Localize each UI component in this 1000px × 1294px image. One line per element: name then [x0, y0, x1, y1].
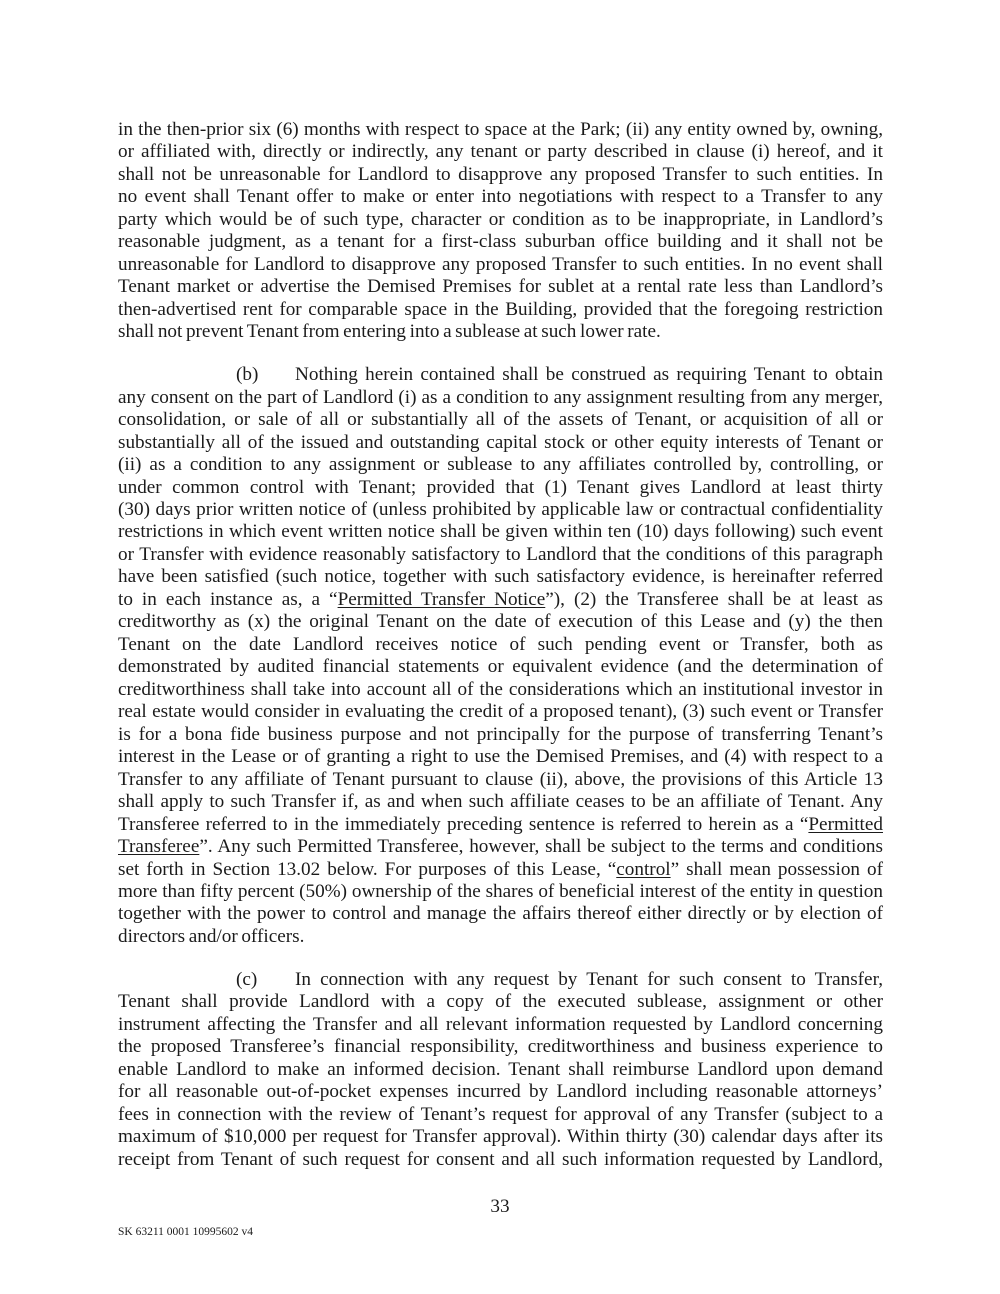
line-text: set forth in Section 13.02 below. For purposes of this Lease, “	[118, 858, 617, 880]
line-text: in the then-prior six (6) months with respect to space at the Park; (ii) any entity owned by, owning,	[118, 119, 883, 140]
document-id-footer: SK 63211 0001 10995602 v4	[118, 1226, 254, 1238]
text-line	[118, 186, 883, 208]
line-text: receipt from Tenant of such request for consent and all such information requested by Landlord,	[118, 1148, 883, 1170]
line-text: Tenant shall provide Landlord with a copy of the executed sublease, assignment or other	[118, 991, 883, 1013]
line-text: Tenant on the date Landlord receives notice of such pending event or Transfer, both as	[118, 633, 883, 655]
text-line	[118, 432, 883, 454]
line-text: interest in the Lease or of granting a right to use the Demised Premises, and (4) with respect to a	[118, 746, 883, 768]
document-body	[118, 119, 883, 1171]
line-text: no event shall Tenant offer to make or enter into negotiations with respect to a Transfer to any	[118, 186, 883, 208]
text-line	[118, 209, 883, 231]
text-line	[118, 1081, 883, 1103]
line-text: maximum of $10,000 per request for Transfer approval). Within thirty (30) calendar days after its	[118, 1126, 883, 1148]
line-text: Transferee referred to in the immediately preceding sentence is referred to herein as a “	[118, 813, 809, 835]
text-line	[118, 1126, 883, 1148]
text-line	[118, 164, 883, 186]
text-line	[118, 387, 883, 409]
text-line	[118, 1149, 883, 1171]
text-line	[118, 814, 883, 836]
text-line	[118, 1059, 883, 1081]
text-line	[118, 991, 883, 1013]
line-text: or affiliated with, directly or indirectly, any tenant or party described in clause (i) hereof, and it	[118, 141, 883, 163]
text-line	[118, 1036, 883, 1058]
line-text: restrictions in which event written notice shall be given within ten (10) days following) such event	[118, 521, 883, 543]
line-text: instrument affecting the Transfer and all relevant information requested by Landlord concerning	[118, 1013, 883, 1035]
line-text: ” shall mean possession of	[670, 858, 883, 880]
paragraph-label: (b)	[236, 364, 259, 386]
line-text: Nothing herein contained shall be construed as requiring Tenant to obtain	[295, 364, 883, 386]
text-line	[118, 544, 883, 566]
defined-term: control	[616, 858, 671, 880]
text-line	[118, 926, 883, 948]
text-line	[118, 791, 883, 813]
line-text: reasonable judgment, as a tenant for a first-class suburban office building and it shall not be	[118, 231, 883, 253]
text-line	[118, 364, 883, 386]
line-text: Transfer to any affiliate of Tenant pursuant to clause (ii), above, the provisions of this Article 13	[118, 768, 883, 790]
line-text: ”. Any such Permitted Transferee, however, shall be subject to the terms and conditions	[199, 836, 883, 858]
line-text: shall not prevent Tenant from entering into a sublease at such lower rate.	[118, 321, 661, 343]
line-text: together with the power to control and manage the affairs thereof either directly or by election of	[118, 903, 883, 925]
line-text: (30) days prior written notice of (unless prohibited by applicable law or contractual confidentiality	[118, 499, 883, 520]
text-line	[118, 634, 883, 656]
text-line	[118, 701, 883, 723]
text-line	[118, 769, 883, 791]
line-text: more than fifty percent (50%) ownership of the shares of beneficial interest of the entity in question	[118, 880, 883, 902]
line-text: under common control with Tenant; provided that (1) Tenant gives Landlord at least thirty	[118, 476, 883, 498]
text-line	[118, 1104, 883, 1126]
text-line	[118, 521, 883, 543]
line-text: consolidation, or sale of all or substantially all of the assets of Tenant, or acquisition of all or	[118, 409, 883, 431]
line-text: fees in connection with the review of Tenant’s request for approval of any Transfer (subject to a	[118, 1103, 883, 1125]
line-text: ”), (2) the Transferee shall be at least as	[545, 588, 883, 610]
line-text: or Transfer with evidence reasonably satisfactory to Landlord that the conditions of this paragraph	[118, 543, 883, 565]
text-line	[118, 254, 883, 276]
text-line	[118, 656, 883, 678]
text-line	[118, 679, 883, 701]
defined-term: Permitted	[808, 813, 883, 835]
line-text: substantially all of the issued and outstanding capital stock or other equity interests of Tenant or	[118, 431, 883, 453]
line-text: unreasonable for Landlord to disapprove any proposed Transfer to such entities. In no event shall	[118, 253, 883, 275]
paragraph-label: (c)	[236, 968, 258, 990]
line-text: is for a bona fide business purpose and not principally for the purpose of transferring Tenant’s	[118, 723, 883, 745]
text-line	[118, 141, 883, 163]
text-line	[118, 881, 883, 903]
paragraph-continued	[118, 119, 883, 344]
text-line	[118, 409, 883, 431]
line-text: the proposed Transferee’s financial responsibility, creditworthiness and business experience to	[118, 1036, 883, 1058]
text-line	[118, 119, 883, 141]
defined-term: Permitted Transfer Notice	[337, 588, 546, 610]
line-text: to in each instance as, a “	[118, 588, 338, 610]
text-line	[118, 477, 883, 499]
line-text: directors and/or officers.	[118, 925, 305, 947]
text-line	[118, 499, 883, 521]
line-text: shall apply to such Transfer if, as and when such affiliate ceases to be an affiliate of Tenant. Any	[118, 791, 883, 813]
line-text: for all reasonable out-of-pocket expenses incurred by Landlord including reasonable attorneys’	[118, 1081, 883, 1103]
text-line	[118, 1014, 883, 1036]
page-number: 33	[490, 1196, 510, 1217]
text-line	[118, 611, 883, 633]
line-text: (ii) as a condition to any assignment or sublease to any affiliates controlled by, controlling, or	[118, 454, 883, 476]
text-line	[118, 589, 883, 611]
text-line	[118, 231, 883, 253]
line-text: Tenant market or advertise the Demised Premises for sublet at a rental rate less than Landlord’s	[118, 276, 883, 298]
line-text: real estate would consider in evaluating the credit of a proposed tenant), (3) such event or Transfer	[118, 701, 883, 723]
text-line	[118, 566, 883, 588]
line-text: party which would be of such type, character or condition as to be inappropriate, in Landlord’s	[118, 208, 883, 230]
defined-term: Transferee	[118, 836, 200, 858]
text-line	[118, 454, 883, 476]
text-line	[118, 969, 883, 991]
line-text: then-advertised rent for comparable space in the Building, provided that the foregoing restriction	[118, 298, 883, 320]
line-text: shall not be unreasonable for Landlord to disapprove any proposed Transfer to such entities. In	[118, 163, 883, 185]
paragraph-c	[118, 969, 883, 1171]
text-line	[118, 299, 883, 321]
text-line	[118, 836, 883, 858]
line-text: demonstrated by audited financial statements or equivalent evidence (and the determination of	[118, 656, 883, 678]
text-line	[118, 724, 883, 746]
text-line	[118, 746, 883, 768]
text-line	[118, 903, 883, 925]
text-line	[118, 859, 883, 881]
line-text: In connection with any request by Tenant for such consent to Transfer,	[295, 968, 883, 990]
line-text: creditworthy as (x) the original Tenant on the date of execution of this Lease and (y) the then	[118, 611, 883, 633]
text-line	[118, 276, 883, 298]
line-text: any consent on the part of Landlord (i) as a condition to any assignment resulting from any merger,	[118, 386, 883, 408]
line-text: enable Landlord to make an informed decision. Tenant shall reimburse Landlord upon demand	[118, 1058, 883, 1080]
line-text: creditworthiness shall take into account all of the considerations which an institutional investor in	[118, 678, 883, 700]
paragraph-b	[118, 364, 883, 948]
text-line	[118, 321, 883, 343]
line-text: have been satisfied (such notice, together with such satisfactory evidence, is hereinafter referred	[118, 566, 883, 588]
